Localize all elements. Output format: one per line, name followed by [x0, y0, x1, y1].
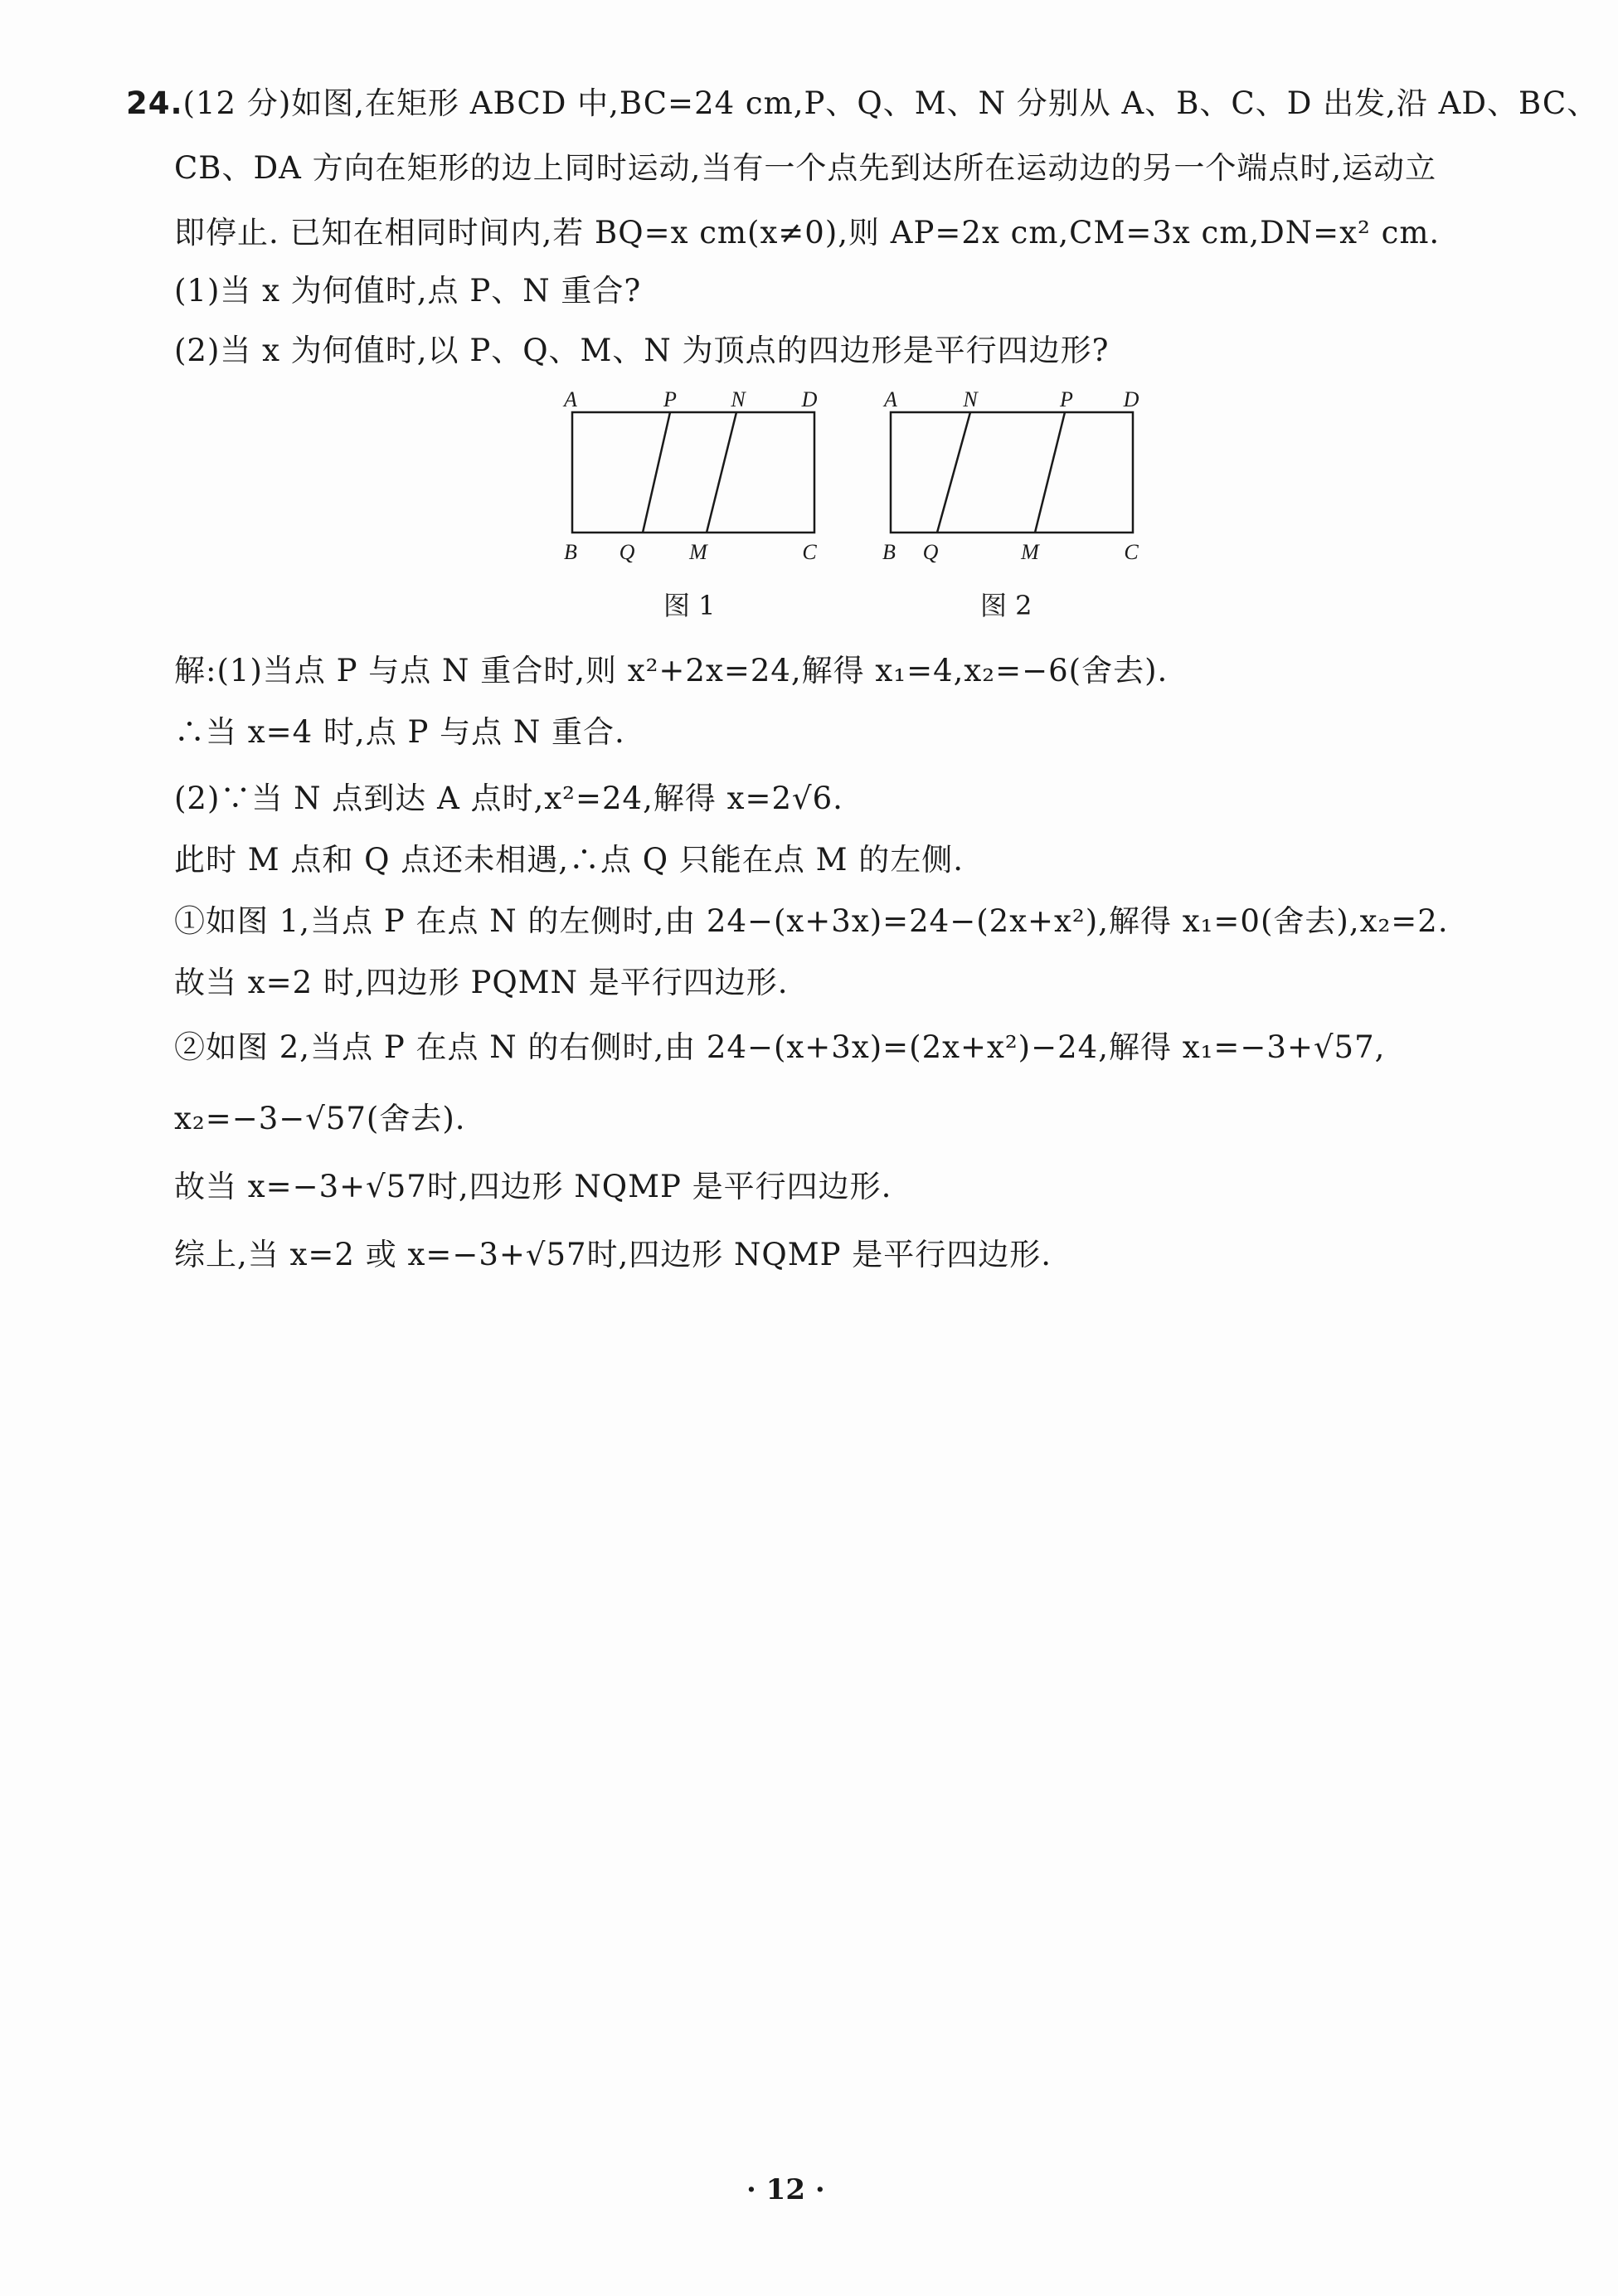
figure-2-label-n: N [963, 387, 978, 411]
problem-line-1 [126, 83, 1598, 124]
solution-line-3: (2)∵当 N 点到达 A 点时,x²=24,解得 x=2√6. [174, 781, 843, 816]
figure-1-label-n: N [731, 387, 746, 411]
figure-2 [872, 383, 1146, 569]
page-number: · 12 · [746, 2173, 825, 2206]
solution-line-7: ②如图 2,当点 P 在点 N 的右侧时,由 24−(x+3x)=(2x+x²)−24,解得 x₁=−3+√57, [174, 1029, 1386, 1065]
figure-2-label-p: P [1060, 387, 1073, 411]
figure-1-segment-pq [643, 412, 670, 533]
problem-line-3: 即停止. 已知在相同时间内,若 BQ=x cm(x≠0),则 AP=2x cm,CM=3x cm,DN=x² cm. [174, 215, 1441, 251]
figure-1-label-c: C [802, 540, 817, 564]
figure-2-segment-pm [1035, 412, 1065, 533]
solution-line-2: ∴当 x=4 时,点 P 与点 N 重合. [174, 714, 625, 750]
figure-1-label-q: Q [619, 540, 635, 564]
figure-1-label-a: A [564, 387, 577, 411]
problem-line-5: (2)当 x 为何值时,以 P、Q、M、N 为顶点的四边形是平行四边形? [174, 333, 1110, 368]
figure-1-label-b: B [564, 540, 577, 564]
solution-line-10: 综上,当 x=2 或 x=−3+√57时,四边形 NQMP 是平行四边形. [174, 1237, 1052, 1272]
solution-line-8: x₂=−3−√57(舍去). [174, 1101, 466, 1136]
problem-text-1: (12 分)如图,在矩形 ABCD 中,BC=24 cm,P、Q、M、N 分别从 A、B、C、D 出发,沿 AD、BC、 [182, 85, 1599, 121]
figure-1-label-p: P [663, 387, 677, 411]
figure-2-label-c: C [1124, 540, 1139, 564]
figure-2-label-b: B [882, 540, 896, 564]
problem-number: 24. [126, 85, 183, 121]
problem-line-2: CB、DA 方向在矩形的边上同时运动,当有一个点先到达所在运动边的另一个端点时,运动立 [174, 150, 1437, 186]
figure-1 [556, 383, 829, 569]
solution-line-9: 故当 x=−3+√57时,四边形 NQMP 是平行四边形. [174, 1169, 892, 1204]
figure-2-label-d: D [1123, 387, 1139, 411]
solution-line-1: 解:(1)当点 P 与点 N 重合时,则 x²+2x=24,解得 x₁=4,x₂=−6(舍去). [174, 653, 1169, 688]
figure-2-caption: 图 2 [980, 590, 1033, 621]
figure-1-segment-nm [707, 412, 736, 533]
figure-1-caption: 图 1 [663, 590, 716, 621]
figure-2-label-a: A [884, 387, 897, 411]
figure-2-label-q: Q [922, 540, 939, 564]
solution-line-6: 故当 x=2 时,四边形 PQMN 是平行四边形. [174, 965, 789, 1000]
figure-1-label-d: D [801, 387, 818, 411]
solution-line-5: ①如图 1,当点 P 在点 N 的左侧时,由 24−(x+3x)=24−(2x+x²),解得 x₁=0(舍去),x₂=2. [174, 903, 1449, 939]
figure-2-label-m: M [1021, 540, 1039, 564]
figure-2-segment-nq [937, 412, 970, 533]
figure-1-label-m: M [689, 540, 707, 564]
problem-line-4: (1)当 x 为何值时,点 P、N 重合? [174, 273, 642, 309]
solution-line-4: 此时 M 点和 Q 点还未相遇,∴点 Q 只能在点 M 的左侧. [174, 842, 964, 878]
figure-1-rectangle [572, 412, 814, 533]
figure-2-rectangle [891, 412, 1133, 533]
